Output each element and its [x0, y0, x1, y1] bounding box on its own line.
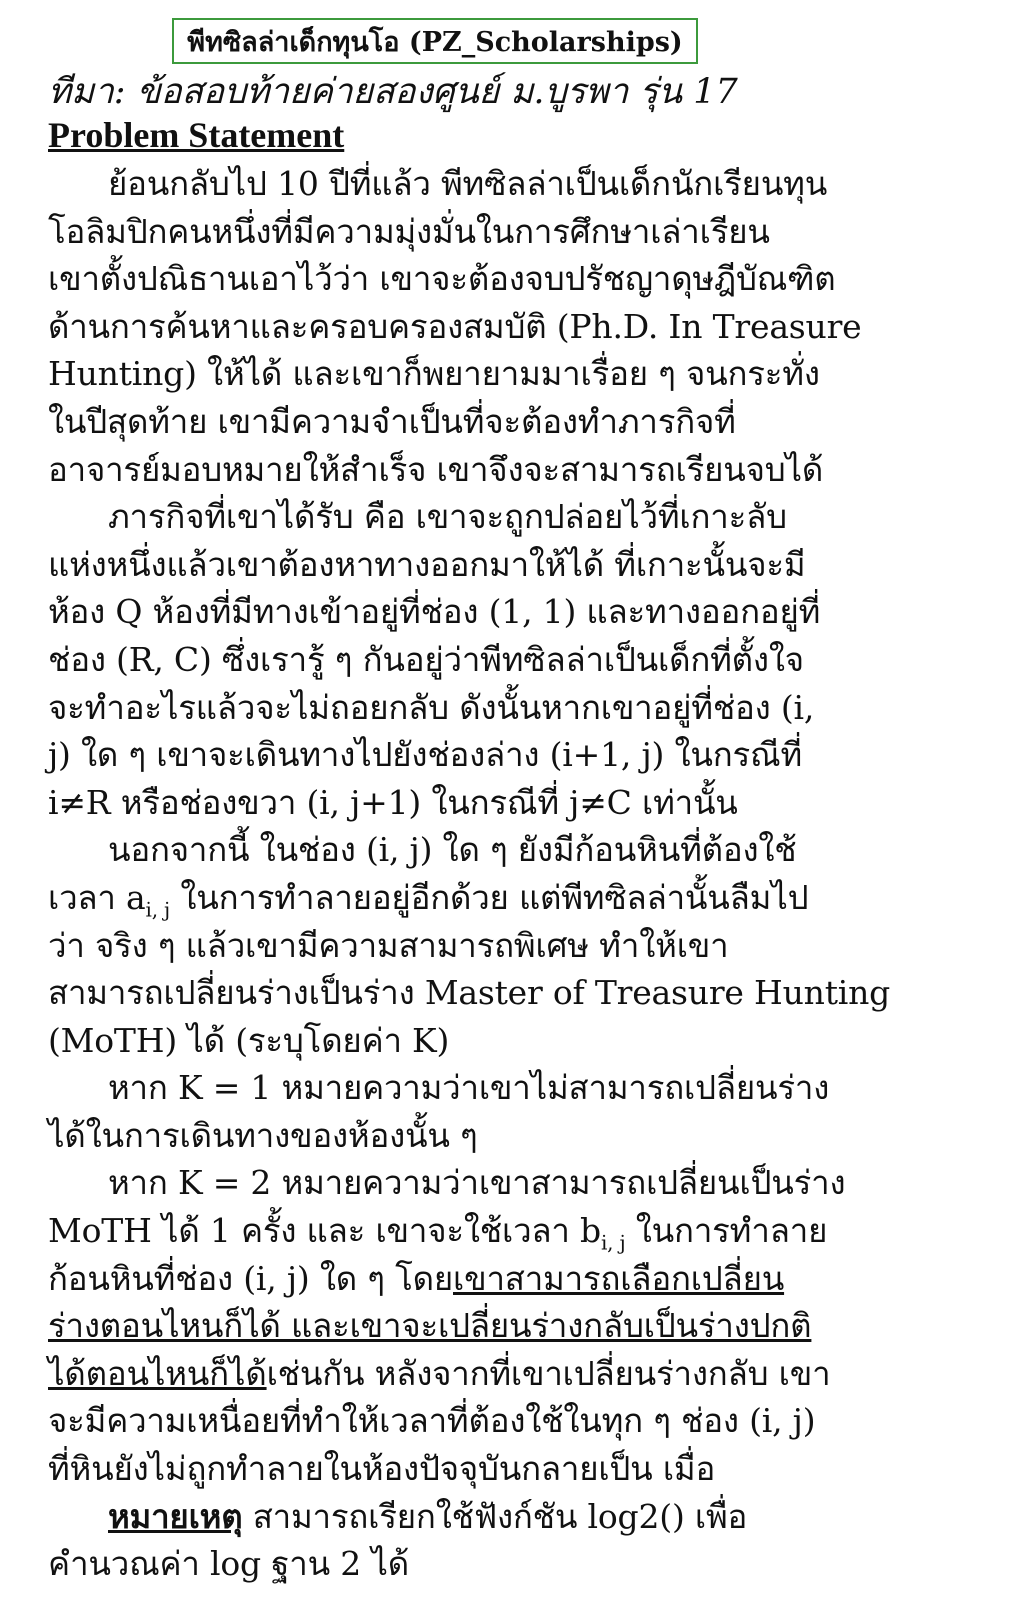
body-line: Hunting) ให้ได้ และเขาก็พยายามมาเรื่อย ๆ จนกระทั่ง: [48, 354, 820, 394]
body-line: แห่งหนึ่งแล้วเขาต้องหาทางออกมาให้ได้ ที่เกาะนั้นจะมี: [48, 544, 806, 584]
body-line: [48, 1255, 978, 1303]
body-line: จะมีความเหนื่อยที่ทำให้เวลาที่ต้องใช้ในทุก ๆ ช่อง (i, j): [48, 1401, 816, 1441]
subscript-index: i, j: [600, 1230, 626, 1255]
source-line: ทีมา: ข้อสอบท้ายค่ายสองศูนย์ ม.บูรพา รุ่น 17: [48, 72, 738, 112]
body-line: ภารกิจที่เขาได้รับ คือ เขาจะถูกปล่อยไว้ที่เกาะลับ: [108, 497, 787, 537]
body-line: j) ใด ๆ เขาจะเดินทางไปยังช่องล่าง (i+1, j) ในกรณีที่: [48, 735, 803, 775]
body-line: โอลิมปิกคนหนึ่งที่มีความมุ่งมั่นในการศึกษาเล่าเรียน: [48, 211, 770, 251]
body-line: จะทำอะไรแล้วจะไม่ถอยกลับ ดังนั้นหากเขาอยู่ที่ช่อง (i,: [48, 687, 815, 727]
body-line: [48, 874, 978, 922]
note-label: หมายเหตุ: [108, 1496, 243, 1536]
body-line: ในปีสุดท้าย เขามีความจำเป็นที่จะต้องทำภารกิจที่: [48, 401, 736, 441]
body-line: ได้ในการเดินทางของห้องนั้น ๆ: [48, 1115, 478, 1155]
text-run: ในการทำลายอยู่อีกด้วย แต่พีทซิลล่านั้นลืมไป: [170, 877, 809, 917]
text-run: ในการทำลาย: [625, 1211, 828, 1251]
body-line: สามารถเปลี่ยนร่างเป็นร่าง Master of Treasure Hunting: [48, 973, 891, 1013]
text-run: เวลา a: [48, 877, 146, 917]
document-title: พีทซิลล่าเด็กทุนโอ (PZ_Scholarships): [187, 26, 683, 58]
body-line: อาจารย์มอบหมายให้สำเร็จ เขาจึงจะสามารถเรียนจบได้: [48, 449, 824, 489]
text-run: ก้อนหินที่ช่อง (i, j) ใด ๆ โดย: [48, 1258, 453, 1298]
body-line: [48, 1207, 978, 1255]
section-heading: Problem Statement: [48, 115, 345, 155]
body-line: i≠R หรือช่องขวา (i, j+1) ในกรณีที่ j≠C เท่านั้น: [48, 782, 738, 822]
text-run: เช่นกัน หลังจากที่เขาเปลี่ยนร่างกลับ เขา: [266, 1353, 831, 1393]
underlined-line: ร่างตอนไหนก็ได้ และเขาจะเปลี่ยนร่างกลับเป็นร่างปกติ: [48, 1306, 812, 1346]
subscript-index: i, j: [145, 897, 171, 922]
body-line: ด้านการค้นหาและครอบครองสมบัติ (Ph.D. In Treasure: [48, 306, 862, 346]
body-line: หาก K = 2 หมายความว่าเขาสามารถเปลี่ยนเป็นร่าง: [108, 1163, 846, 1203]
body-line: ที่หินยังไม่ถูกทำลายในห้องปัจจุบันกลายเป็น เมื่อ: [48, 1449, 716, 1489]
underlined-text: ได้ตอนไหนก็ได้: [48, 1353, 267, 1393]
title-box: [172, 18, 698, 64]
body-line: ช่อง (R, C) ซึ่งเรารู้ ๆ กันอยู่ว่าพีทซิลล่าเป็นเด็กที่ตั้งใจ: [48, 639, 804, 679]
body-line: ห้อง Q ห้องที่มีทางเข้าอยู่ที่ช่อง (1, 1) และทางออกอยู่ที่: [48, 592, 821, 632]
underlined-text: เขาสามารถเลือกเปลี่ยน: [453, 1258, 785, 1298]
body-line: ย้อนกลับไป 10 ปีที่แล้ว พีทซิลล่าเป็นเด็กนักเรียนทุน: [108, 164, 828, 203]
body-line: คำนวณค่า log ฐาน 2 ได้: [48, 1544, 409, 1584]
body-line: [48, 1350, 978, 1398]
body-line: (MoTH) ได้ (ระบุโดยค่า K): [48, 1020, 450, 1060]
body-line: ว่า จริง ๆ แล้วเขามีความสามารถพิเศษ ทำให้เขา: [48, 925, 729, 965]
body-line: นอกจากนี้ ในช่อง (i, j) ใด ๆ ยังมีก้อนหินที่ต้องใช้: [108, 830, 797, 870]
body-line: หาก K = 1 หมายความว่าเขาไม่สามารถเปลี่ยนร่าง: [108, 1068, 830, 1108]
text-run: MoTH ได้ 1 ครั้ง และ เขาจะใช้เวลา b: [48, 1211, 601, 1251]
body-line: เขาตั้งปณิธานเอาไว้ว่า เขาจะต้องจบปรัชญาดุษฎีบัณฑิต: [48, 259, 836, 299]
text-run: สามารถเรียกใช้ฟังก์ชัน log2() เพื่อ: [242, 1496, 748, 1536]
body-line: [48, 1493, 978, 1541]
problem-body: [48, 160, 978, 1588]
